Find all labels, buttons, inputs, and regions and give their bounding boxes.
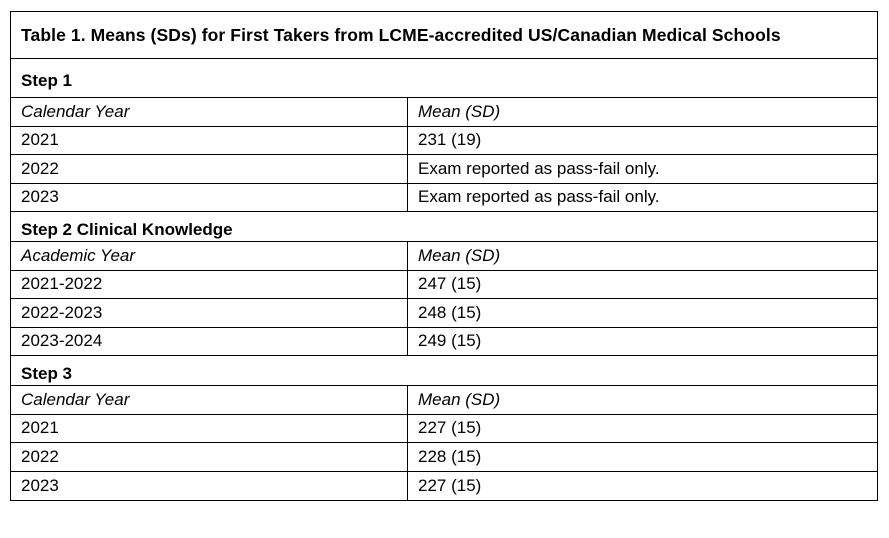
table-row [11, 127, 877, 156]
section-heading-step-2-ck: Step 2 Clinical Knowledge [11, 212, 877, 242]
table-row [11, 155, 877, 184]
year-cell: 2021 [11, 127, 408, 155]
column-header-year: Academic Year [11, 242, 408, 270]
column-header-row [11, 98, 877, 127]
column-header-mean: Mean (SD) [418, 245, 501, 265]
section-heading-step-3: Step 3 [11, 356, 877, 386]
year-cell: 2023-2024 [11, 328, 408, 356]
mean-cell: 248 (15) [418, 302, 482, 322]
year-cell: 2022-2023 [11, 299, 408, 327]
mean-cell: 249 (15) [418, 331, 482, 351]
table-row [11, 328, 877, 357]
column-header-row [11, 386, 877, 415]
year-cell: 2022 [11, 155, 408, 183]
column-header-year: Calendar Year [11, 386, 408, 414]
year-cell: 2021-2022 [11, 271, 408, 299]
year-cell: 2022 [11, 443, 408, 471]
table-title: Table 1. Means (SDs) for First Takers from LCME-accredited US/Canadian Medical Schools [11, 12, 877, 59]
table-row [11, 184, 877, 213]
column-header-mean: Mean (SD) [418, 389, 501, 409]
table-row [11, 415, 877, 444]
column-header-year: Calendar Year [11, 98, 408, 126]
table-row [11, 299, 877, 328]
year-cell: 2023 [11, 472, 408, 501]
mean-cell: 231 (19) [418, 130, 482, 150]
column-header-row [11, 242, 877, 271]
mean-cell: Exam reported as pass-fail only. [418, 158, 660, 178]
table-row [11, 472, 877, 501]
results-table [10, 11, 878, 501]
section-heading-step-1: Step 1 [11, 59, 877, 98]
year-cell: 2023 [11, 184, 408, 212]
mean-cell: 228 (15) [418, 446, 482, 466]
table-row [11, 443, 877, 472]
mean-cell: 227 (15) [418, 475, 482, 495]
mean-cell: 247 (15) [418, 274, 482, 294]
mean-cell: Exam reported as pass-fail only. [418, 187, 660, 207]
column-header-mean: Mean (SD) [418, 101, 501, 121]
mean-cell: 227 (15) [418, 418, 482, 438]
year-cell: 2021 [11, 415, 408, 443]
table-row [11, 271, 877, 300]
